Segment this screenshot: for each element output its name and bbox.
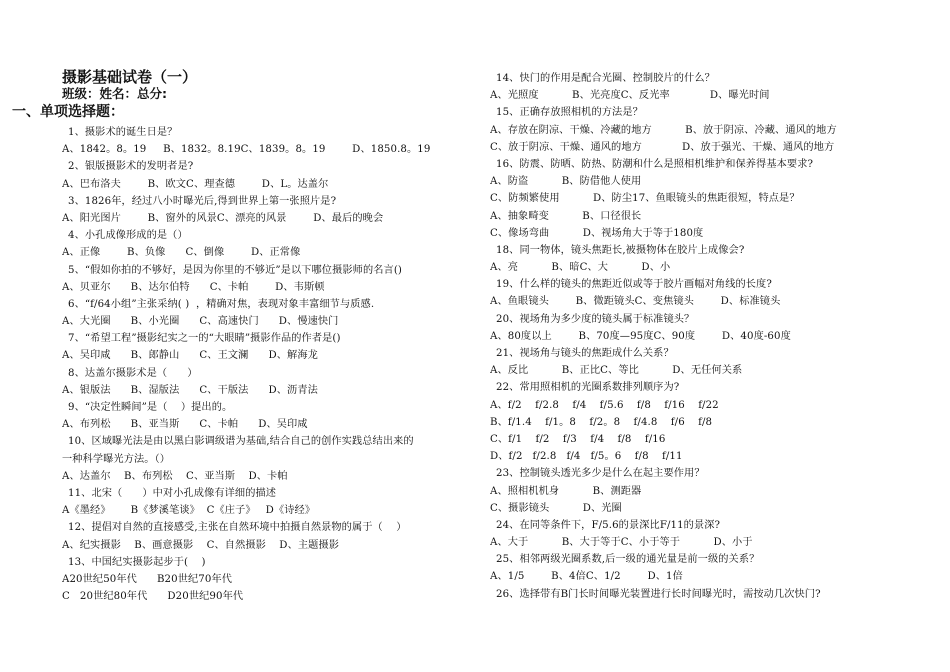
option-text: A、亮 B、暗C、大 D、小 xyxy=(490,262,671,274)
question-text: 19、什么样的镜头的焦距近似或等于胶片画幅对角线的长度? xyxy=(496,279,772,291)
option-text: C 20世纪80年代 D20世纪90年代 xyxy=(62,591,244,603)
option-text: A、阳光图片 B、窗外的风景C、漂亮的风景 D、最后的晚会 xyxy=(62,212,384,224)
question-text: 1、摄影术的诞生日是？ xyxy=(68,127,178,138)
question-text: 26、选择带有B门长时间曝光装置进行长时间曝光时，需按动几次快门? xyxy=(496,588,821,600)
option-text: A、巴布洛夫 B、欧文C、理查德 D、L。达盖尔 xyxy=(62,178,329,190)
option-text: A、大于 B、大于等于C、小于等于 D、小于 xyxy=(490,537,753,549)
section-heading: 一、单项选择题： xyxy=(12,104,124,120)
option-text: C、摄影镜头 D、光圈 xyxy=(490,502,622,514)
question-text: 21、视场角与镜头的焦距成什么关系？ xyxy=(496,348,674,359)
question-text: 10、区域曝光法是由以黑白影调级谱为基础,结合自己的创作实践总结出来的 xyxy=(68,436,414,448)
option-text: A、光照度 B、光亮度C、反光率 D、曝光时间 xyxy=(490,90,770,102)
question-text: 13、中国纪实摄影起步于( ) xyxy=(68,556,206,568)
option-text: C、放于阴凉、干燥、通风的地方 D、放于强光、干燥、通风的地方 xyxy=(490,141,835,153)
question-text: 7、“希望工程”摄影纪实之一的“大眼睛”摄影作品的作者是() xyxy=(68,333,341,345)
question-text: 8、达盖尔摄影术是（ ） xyxy=(68,367,198,379)
option-text: D、f/2 f/2.8 f/4 f/5。6 f/8 f/11 xyxy=(490,451,683,463)
exam-title: 摄影基础试卷（一） xyxy=(62,68,198,86)
left-question-list xyxy=(62,124,472,605)
question-text: 2、银版摄影术的发明者是? xyxy=(68,161,194,173)
exam-subtitle: 班级：姓名：总分: xyxy=(62,86,167,101)
option-text: A、正像 B、负像 C、倒像 D、正常像 xyxy=(62,247,301,259)
question-text: 5、“假如你拍的不够好，是因为你里的不够近”是以下哪位摄影师的名言() xyxy=(68,264,402,276)
option-text: A、布列松 B、亚当斯 C、卡帕 D、吴印咸 xyxy=(62,419,308,431)
option-text: A、照相机机身 B、测距器 xyxy=(490,485,642,497)
question-text: 20、视场角为多少度的镜头属于标准镜头？ xyxy=(496,313,695,325)
option-text: 一种科学曝光方法。（） xyxy=(62,453,171,465)
option-text: A、存放在阴凉、干燥、冷藏的地方 B、放于阴凉、冷藏、通风的地方 xyxy=(490,124,837,136)
question-text: 18、同一物体，镜头焦距长,被摄物体在胶片上成像会? xyxy=(496,244,745,256)
option-text: A、f/2 f/2.8 f/4 f/5.6 f/8 f/16 f/22 xyxy=(490,399,719,411)
option-text: B、f/1.4 f/1。8 f/2。8 f/4.8 f/6 f/8 xyxy=(490,416,713,428)
question-text: 9、“决定性瞬间”是（ ）提出的。 xyxy=(68,402,233,413)
option-text: A、吴印咸 B、郎静山 C、王文澜 D、解海龙 xyxy=(62,350,318,362)
option-text: A、纪实摄影 B、画意摄影 C、自然摄影 D、主题摄影 xyxy=(62,539,340,551)
option-text: A、80度以上 B、70度—95度C、90度 D、40度-60度 xyxy=(490,330,791,342)
question-text: 16、防震、防晒、防热、防潮和什么是照相机维护和保养得基本要求? xyxy=(496,158,814,170)
option-text: A、抽象畸变 B、口径很长 xyxy=(490,210,642,222)
option-text: A、反比 B、正比C、等比 D、无任何关系 xyxy=(490,365,743,377)
question-text: 12、提倡对自然的直接感受,主张在自然环境中拍摄自然景物的属于（ ） xyxy=(68,522,407,534)
option-text: A、达盖尔 B、布列松 C、亚当斯 D、卡帕 xyxy=(62,470,288,482)
question-text: 22、常用照相机的光圈系数排列顺序为? xyxy=(496,382,680,394)
option-text: C、像场弯曲 D、视场角大于等于180度 xyxy=(490,227,704,239)
question-text: 3、1826年，经过八小时曝光后,得到世界上第一张照片是? xyxy=(68,195,337,207)
option-text: A、鱼眼镜头 B、微距镜头C、变焦镜头 D、标准镜头 xyxy=(490,296,781,308)
option-text: A、大光圈 B、小光圈 C、高速快门 D、慢速快门 xyxy=(62,316,339,328)
option-text: A、1/5 B、4倍C、1/2 D、1倍 xyxy=(490,571,683,583)
option-text: A、1842。8。19 B、1832。8.19C、1839。8。19 D、1850.8。19 xyxy=(62,144,431,156)
question-text: 4、小孔成像形成的是（） xyxy=(68,230,188,242)
question-text: 24、在同等条件下，F/5.6的景深比F/11的景深? xyxy=(496,519,721,531)
option-text: C、f/1 f/2 f/3 f/4 f/8 f/16 xyxy=(490,433,666,445)
option-text: A、贝亚尔 B、达尔伯特 C、卡帕 D、韦斯顿 xyxy=(62,281,325,293)
option-text: A、防盗 B、防借他人使用 xyxy=(490,176,642,188)
question-text: 15、正确存放照相机的方法是？ xyxy=(496,107,643,119)
question-text: 14、快门的作用是配合光圈、控制胶片的什么？ xyxy=(496,73,715,84)
question-text: 25、相邻两级光圈系数,后一级的通光量是前一级的关系？ xyxy=(496,554,760,566)
option-text: C、防频繁使用 D、防尘17、鱼眼镜头的焦距很短，特点是？ xyxy=(490,193,800,205)
question-text: 23、控制镜头透光多少是什么在起主要作用？ xyxy=(496,468,705,480)
option-text: A《墨经》 B《梦溪笔谈》 C《庄子》 D《诗经》 xyxy=(62,505,316,517)
option-text: A20世纪50年代 B20世纪70年代 xyxy=(62,573,233,585)
question-text: 11、北宋（ ）中对小孔成像有详细的描述 xyxy=(68,487,277,499)
right-question-list xyxy=(490,70,920,603)
question-text: 6、“f/64小组”主张采纳( ) ，精确对焦，表现对象丰富细节与质感. xyxy=(68,298,375,310)
option-text: A、银版法 B、湿版法 C、干版法 D、沥青法 xyxy=(62,384,318,396)
